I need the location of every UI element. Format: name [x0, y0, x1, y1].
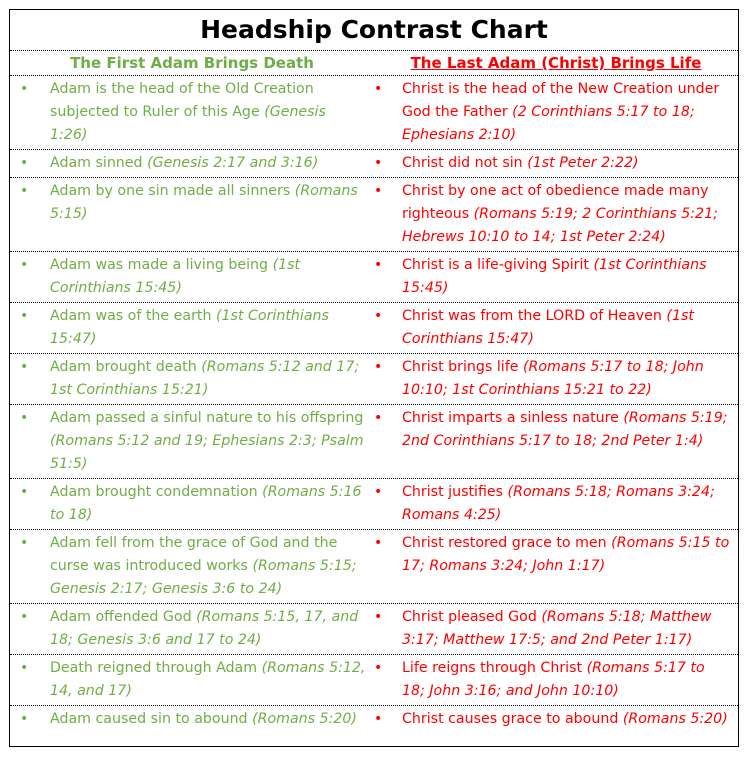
right-scripture-reference: (Romans 5:20)	[622, 711, 728, 727]
right-statement: Christ was from the LORD of Heaven	[402, 308, 667, 324]
right-cell	[374, 76, 738, 149]
left-scripture-reference: (Romans 5:12, 14, and 17)	[50, 660, 366, 699]
bullet-icon: •	[20, 308, 29, 324]
right-scripture-reference: (Romans 5:17 to 18; John 10:10; 1st Corinthians 15:21 to 22)	[402, 359, 704, 398]
right-scripture-reference: (Romans 5:18; Romans 3:24; Romans 4:25)	[402, 484, 715, 523]
bullet-icon: •	[20, 183, 29, 199]
right-cell	[374, 604, 738, 654]
left-scripture-reference: (Romans 5:20)	[252, 711, 357, 727]
left-scripture-reference: (Romans 5:15; Genesis 2:17; Genesis 3:6 to 24)	[50, 558, 357, 597]
left-scripture-reference: (Genesis 2:17 and 3:16)	[147, 155, 319, 171]
left-statement: Adam passed a sinful nature to his offspring	[50, 410, 364, 426]
right-scripture-reference: (1st Peter 2:22)	[527, 155, 639, 171]
bullet-icon: •	[20, 81, 29, 97]
right-scripture-reference: (2 Corinthians 5:17 to 18; Ephesians 2:10)	[402, 104, 695, 143]
right-cell	[374, 354, 738, 404]
right-scripture-reference: (1st Corinthians 15:47)	[402, 308, 694, 347]
left-scripture-reference: (Romans 5:12 and 19; Ephesians 2:3; Psalm 51:5)	[50, 433, 364, 472]
left-scripture-reference: (Romans 5:12 and 17; 1st Corinthians 15:21)	[50, 359, 360, 398]
left-statement: Adam brought condemnation	[50, 484, 263, 500]
left-column-header: The First Adam Brings Death	[70, 54, 314, 72]
right-cell	[374, 655, 738, 705]
right-column-header: The Last Adam (Christ) Brings Life	[410, 54, 702, 72]
bullet-icon: •	[20, 410, 29, 426]
chart-rows	[10, 76, 738, 733]
left-statement: Adam is the head of the Old Creation subjected to Ruler of this Age	[50, 81, 314, 120]
table-row	[10, 178, 738, 252]
left-cell	[10, 354, 374, 404]
left-statement: Adam caused sin to abound	[50, 711, 253, 727]
chart-title: Headship Contrast Chart	[10, 10, 738, 51]
right-cell	[374, 530, 738, 603]
table-row	[10, 76, 738, 150]
right-cell	[374, 252, 738, 302]
left-statement: Adam brought death	[50, 359, 202, 375]
right-cell	[374, 178, 738, 251]
bullet-icon: •	[374, 410, 383, 426]
bullet-icon: •	[20, 484, 29, 500]
contrast-chart	[9, 9, 739, 747]
left-scripture-reference: (1st Corinthians 15:45)	[50, 257, 301, 296]
table-row	[10, 604, 738, 655]
bullet-icon: •	[20, 660, 29, 676]
right-statement: Christ is the head of the New Creation under God the Father	[402, 81, 720, 120]
right-statement: Christ brings life	[402, 359, 523, 375]
left-statement: Adam sinned	[50, 155, 148, 171]
right-statement: Christ justifies	[402, 484, 508, 500]
column-headers	[10, 51, 738, 76]
left-statement: Adam was of the earth	[50, 308, 216, 324]
left-cell	[10, 706, 374, 733]
bullet-icon: •	[20, 535, 29, 551]
right-scripture-reference: (Romans 5:19; 2nd Corinthians 5:17 to 18; 2nd Peter 1:4)	[402, 410, 728, 449]
table-row	[10, 252, 738, 303]
left-statement: Adam offended God	[50, 609, 197, 625]
bullet-icon: •	[20, 155, 29, 171]
left-cell	[10, 178, 374, 251]
left-statement: Adam by one sin made all sinners	[50, 183, 295, 199]
left-cell	[10, 655, 374, 705]
right-statement: Christ is a life-giving Spirit	[402, 257, 594, 273]
right-scripture-reference: (1st Corinthians 15:45)	[402, 257, 707, 296]
bullet-icon: •	[374, 609, 383, 625]
right-statement: Life reigns through Christ	[402, 660, 587, 676]
table-row	[10, 706, 738, 733]
bullet-icon: •	[374, 183, 383, 199]
left-cell	[10, 479, 374, 529]
right-scripture-reference: (Romans 5:17 to 18; John 3:16; and John 10:10)	[402, 660, 705, 699]
left-scripture-reference: (1st Corinthians 15:47)	[50, 308, 329, 347]
left-scripture-reference: (Genesis 1:26)	[50, 104, 326, 143]
bullet-icon: •	[374, 155, 383, 171]
left-statement: Adam was made a living being	[50, 257, 273, 273]
table-row	[10, 150, 738, 178]
right-scripture-reference: (Romans 5:19; 2 Corinthians 5:21; Hebrews 10:10 to 14; 1st Peter 2:24)	[402, 206, 718, 245]
left-scripture-reference: (Romans 5:16 to 18)	[50, 484, 362, 523]
right-cell	[374, 405, 738, 478]
bullet-icon: •	[374, 660, 383, 676]
bullet-icon: •	[374, 359, 383, 375]
right-cell	[374, 150, 738, 177]
bullet-icon: •	[20, 711, 29, 727]
right-statement: Christ by one act of obedience made many righteous	[402, 183, 709, 222]
left-cell	[10, 604, 374, 654]
bullet-icon: •	[20, 359, 29, 375]
right-cell	[374, 303, 738, 353]
bullet-icon: •	[374, 535, 383, 551]
bullet-icon: •	[374, 308, 383, 324]
left-statement: Death reigned through Adam	[50, 660, 262, 676]
right-statement: Christ restored grace to men	[402, 535, 612, 551]
left-scripture-reference: (Romans 5:15)	[50, 183, 358, 222]
right-statement: Christ causes grace to abound	[402, 711, 623, 727]
left-cell	[10, 252, 374, 302]
bullet-icon: •	[20, 609, 29, 625]
right-scripture-reference: (Romans 5:15 to 17; Romans 3:24; John 1:17)	[402, 535, 730, 574]
right-statement: Christ pleased God	[402, 609, 542, 625]
table-row	[10, 655, 738, 706]
left-statement: Adam fell from the grace of God and the curse was introduced works	[50, 535, 338, 574]
right-statement: Christ did not sin	[402, 155, 528, 171]
bullet-icon: •	[20, 257, 29, 273]
table-row	[10, 354, 738, 405]
right-statement: Christ imparts a sinless nature	[402, 410, 624, 426]
bullet-icon: •	[374, 81, 383, 97]
bullet-icon: •	[374, 257, 383, 273]
left-scripture-reference: (Romans 5:15, 17, and 18; Genesis 3:6 and 17 to 24)	[50, 609, 359, 648]
table-row	[10, 303, 738, 354]
table-row	[10, 530, 738, 604]
table-row	[10, 405, 738, 479]
right-scripture-reference: (Romans 5:18; Matthew 3:17; Matthew 17:5; and 2nd Peter 1:17)	[402, 609, 712, 648]
left-cell	[10, 150, 374, 177]
left-cell	[10, 405, 374, 478]
right-cell	[374, 706, 738, 733]
table-row	[10, 479, 738, 530]
bullet-icon: •	[374, 711, 383, 727]
bullet-icon: •	[374, 484, 383, 500]
right-cell	[374, 479, 738, 529]
left-cell	[10, 530, 374, 603]
left-cell	[10, 303, 374, 353]
left-cell	[10, 76, 374, 149]
